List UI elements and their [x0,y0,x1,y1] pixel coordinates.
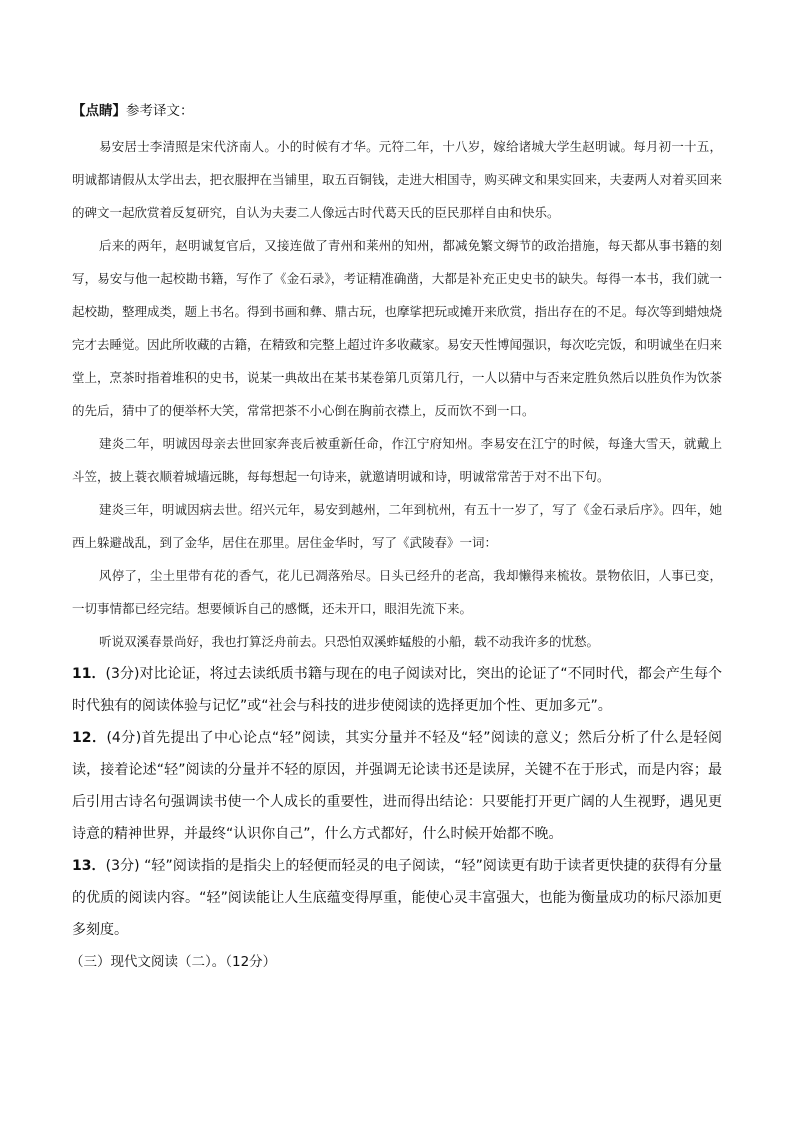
answer-text: (3分) “轻”阅读指的是指尖上的轻便而轻灵的电子阅读，“轻”阅读更有助于读者更快捷的获得有分量的优质的阅读内容。“轻”阅读能让人生底蕴变得厚重，能使心灵丰富强大，也能为衡量成功的标尺添加更多刻度。 [72,858,722,938]
heading-label: 参考译文： [126,103,194,119]
document-body [72,98,722,978]
answer-13 [72,850,722,946]
translation-paragraph-4: 建炎三年，明诚因病去世。绍兴元年，易安到越州，二年到杭州，有五十一岁了，写了《金石录后序》。四年，她西上躲避战乱，到了金华，居住在那里。居住金华时，写了《武陵春》一词： [72,502,722,550]
question-number: 13． [72,858,106,874]
answer-text: (4分)首先提出了中心论点“轻”阅读，其实分量并不轻及“轻”阅读的意义；然后分析了什么是轻阅读，接着论述“轻”阅读的分量并不轻的原因，并强调无论读书还是读屏，关键不在于形式，而是内容；最后引用古诗名句强调读书使一个人成长的重要性，进而得出结论：只要能打开更广阔的人生视野，遇见更诗意的精神世界，并最终“认识你自己”，什么方式都好，什么时候开始都不晚。 [72,730,723,842]
question-number: 11． [72,666,106,682]
translation-paragraph-5: 风停了，尘土里带有花的香气，花儿已凋落殆尽。日头已经升的老高，我却懒得来梳妆。景物依旧，人事已变，一切事情都已经完结。想要倾诉自己的感慨，还未开口，眼泪先流下来。 [72,568,722,616]
reference-translation-heading [72,98,722,124]
translation-paragraph-1: 易安居士李清照是宋代济南人。小的时候有才华。元符二年，十八岁，嫁给诸城大学生赵明诚。每月初一十五，明诚都请假从太学出去，把衣服押在当铺里，取五百铜钱，走进大相国寺，购买碑文和果实回来，夫妻两人对着买回来的碑文一起欣赏着反复研究，自认为夫妻二人像远古时代葛天氏的臣民那样自由和快乐。 [72,139,723,220]
question-number: 12． [72,730,107,746]
answer-12 [72,722,722,850]
answer-11 [72,658,722,722]
section-title: （三）现代文阅读（二）。（12分） [70,954,277,970]
translation-paragraph-6: 听说双溪春景尚好，我也打算泛舟前去。只恐怕双溪蚱蜢般的小船，载不动我许多的忧愁。 [99,634,600,649]
answer-text: (3分)对比论证，将过去读纸质书籍与现在的电子阅读对比，突出的论证了“不同时代，都会产生每个时代独有的阅读体验与记忆”或“社会与科技的进步使阅读的选择更加个性、更加多元”。 [72,666,722,714]
dianjing-tag: 【点睛】 [72,103,126,119]
translation-paragraph-3: 建炎二年，明诚因母亲去世回家奔丧后被重新任命，作江宁府知州。李易安在江宁的时候，每逢大雪天，就戴上斗笠，披上蓑衣顺着城墙远眺，每每想起一句诗来，就邀请明诚和诗，明诚常常苦于对不出下句。 [72,436,722,484]
translation-paragraph-2: 后来的两年，赵明诚复官后，又接连做了青州和莱州的知州，都减免繁文缛节的政治措施，每天都从事书籍的刻写，易安与他一起校勘书籍，写作了《金石录》，考证精准确凿，大都是补充正史史书的缺失。每得一本书，我们就一起校勘，整理成类，题上书名。得到书画和彝、鼎古玩，也摩挲把玩或摊开来欣赏，指出存在的不足。每次等到蜡烛烧完才去睡觉。因此所收藏的古籍，在精致和完整上超过许多收藏家。易安天性博闻强识，每次吃完饭，和明诚坐在归来堂上，烹茶时指着堆积的史书，说某一典故出在某书某卷第几页第几行，一人以猜中与否来定胜负然后以胜负作为饮茶的先后，猜中了的便举杯大笑，常常把茶不小心倒在胸前衣襟上，反而饮不到一口。 [72,238,723,418]
